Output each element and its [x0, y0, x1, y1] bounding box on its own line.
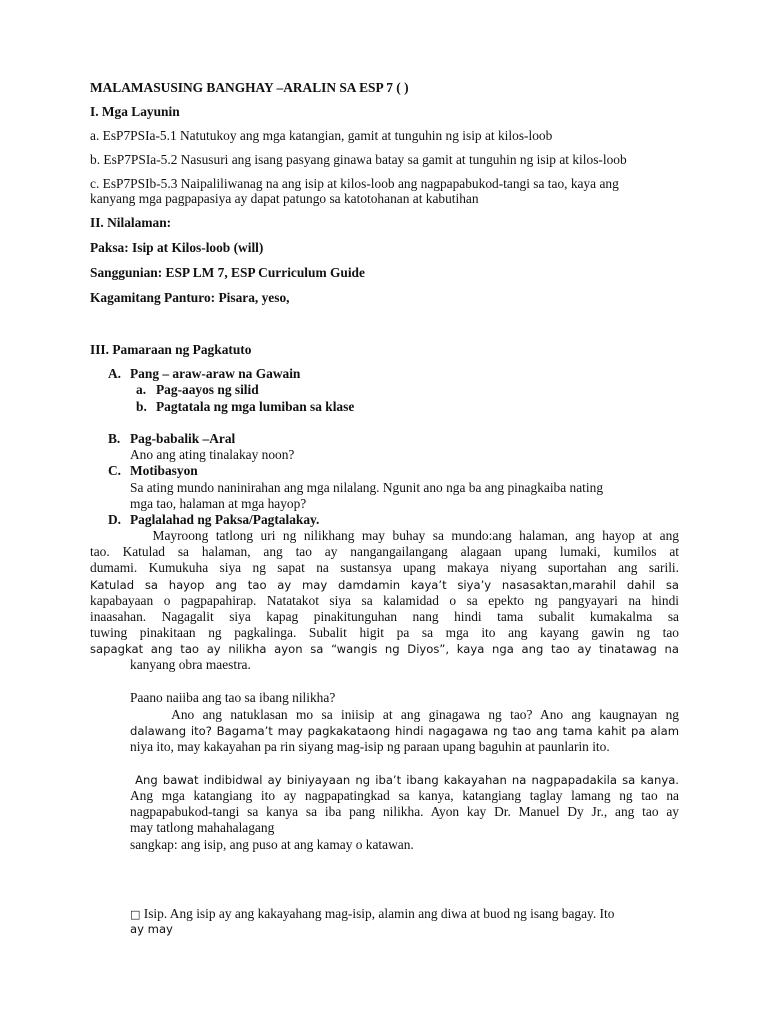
bullet-box-icon: □	[130, 908, 141, 921]
d-para3-line4: may tatlong mahahalagang	[130, 820, 275, 835]
d-para1-line4: Katulad sa hayop ang tao ay may damdamin kaya’t siya’y nasasaktan,marahil dahil sa	[90, 578, 679, 592]
isip-line1	[130, 906, 679, 923]
item-b-label: b.	[136, 399, 147, 414]
isip-text: Isip. Ang isip ay ang kakayahang mag-isip, alamin ang diwa at buod ng isang bagay. Ito	[140, 906, 615, 921]
d-para1-line1: Mayroong tatlong uri ng nilikhang may buhay sa mundo:ang halaman, ang hayop at ang	[130, 528, 679, 543]
section-d-title: Paglalahad ng Paksa/Pagtalakay.	[130, 512, 320, 527]
d-question: Paano naiiba ang tao sa ibang nilikha?	[130, 690, 336, 705]
d-para1-line7: tuwing pinakitaan ng pagkalinga. Subalit higit pa sa mga ito ang kayang gawin ng tao	[90, 625, 679, 640]
section-a-label: A.	[108, 366, 122, 381]
objective-c-line1: c. EsP7PSIb-5.3 Naipaliliwanag na ang isip at kilos-loob ang nagpapabukod-tangi sa tao, kaya ang	[90, 176, 619, 191]
section-c-line2: mga tao, halaman at mga hayop?	[130, 496, 307, 511]
section-b-heading	[108, 431, 235, 447]
section-d-label: D.	[108, 512, 122, 527]
item-a-label: a.	[136, 382, 147, 397]
section-b-text: Ano ang ating tinalakay noon?	[130, 447, 295, 462]
d-para1-line2: tao. Katulad sa halaman, ang tao ay nangangailangang alagaan upang lumaki, kumilos at	[90, 544, 679, 559]
d-para3-line5: sangkap: ang isip, ang puso at ang kamay o katawan.	[130, 837, 414, 852]
document-title: MALAMASUSING BANGHAY –ARALIN SA ESP 7 ( )	[90, 80, 409, 95]
d-para2-line1: Ano ang natuklasan mo sa iniisip at ang ginagawa ng tao? Ano ang kaugnayan ng	[130, 707, 679, 722]
sanggunian-line: Sanggunian: ESP LM 7, ESP Curriculum Guide	[90, 265, 365, 280]
procedure-heading: III. Pamaraan ng Pagkatuto	[90, 342, 252, 357]
d-para3-line1: Ang bawat indibidwal ay biniyayaan ng iba’t ibang kakayahan na nagpapadakila sa kanya.	[130, 773, 679, 787]
section-a-item-a	[136, 382, 259, 398]
section-c-line1: Sa ating mundo naninirahan ang mga nilalang. Ngunit ano nga ba ang pinagkaiba nating	[130, 480, 604, 495]
d-para3-line2: Ang mga katangiang ito ay nagpapatingkad sa kanya, katangiang taglay lamang ng tao na	[130, 788, 679, 803]
isip-line2: ay may	[130, 922, 173, 936]
d-para1-line6: inaasahan. Nagagalit siya kapag pinakitunguhan nang hindi tama subalit kumakalma sa	[90, 609, 679, 624]
d-para1-line8: sapagkat ang tao ay nilikha ayon sa “wangis ng Diyos”, kaya nga ang tao ay tinatawag na	[90, 642, 679, 656]
d-para1-line3: dumami. Kumukuha siya ng sapat na sustansya upang makaya niyang suportahan ang sarili.	[90, 560, 679, 575]
paksa-line: Paksa: Isip at Kilos-loob (will)	[90, 240, 264, 255]
section-b-title: Pag-babalik –Aral	[130, 431, 236, 446]
d-para1-line5: kapabayaan o pagpapahirap. Natatakot siya sa kalamidad o sa epekto ng pangyayari na hindi	[90, 593, 679, 608]
d-para2-line2: dalawang ito? Bagama’t may pagkakataong hindi nagagawa ng tao ang tama kahit pa alam	[130, 724, 679, 738]
section-c-heading	[108, 463, 198, 479]
section-c-title: Motibasyon	[130, 463, 198, 478]
section-c-label: C.	[108, 463, 122, 478]
section-b-label: B.	[108, 431, 121, 446]
objective-b: b. EsP7PSIa-5.2 Nasusuri ang isang pasyang ginawa batay sa gamit at tunguhin ng isip at kilos-loob	[90, 152, 627, 167]
kagamitan-line: Kagamitang Panturo: Pisara, yeso,	[90, 290, 290, 305]
section-d-heading	[108, 512, 319, 528]
item-b-text: Pagtatala ng mga lumiban sa klase	[156, 399, 355, 414]
d-para3-line3: nagpapabukod-tangi sa kanya sa iba pang nilikha. Ayon kay Dr. Manuel Dy Jr., ang tao ay	[130, 804, 679, 819]
objectives-heading: I. Mga Layunin	[90, 104, 180, 119]
d-para2-line3: niya ito, may kakayahan pa rin siyang mag-isip ng paraan upang baguhin at paunlarin ito.	[130, 739, 610, 754]
d-para1-line9: kanyang obra maestra.	[130, 657, 251, 672]
section-a-item-b	[136, 399, 354, 415]
content-heading: II. Nilalaman:	[90, 215, 172, 230]
objective-a: a. EsP7PSIa-5.1 Natutukoy ang mga katangian, gamit at tunguhin ng isip at kilos-loob	[90, 128, 553, 143]
section-a-heading	[108, 366, 300, 382]
item-a-text: Pag-aayos ng silid	[156, 382, 259, 397]
section-a-title: Pang – araw-araw na Gawain	[130, 366, 301, 381]
objective-c-line2: kanyang mga pagpapasiya ay dapat patungo sa katotohanan at kabutihan	[90, 191, 479, 206]
